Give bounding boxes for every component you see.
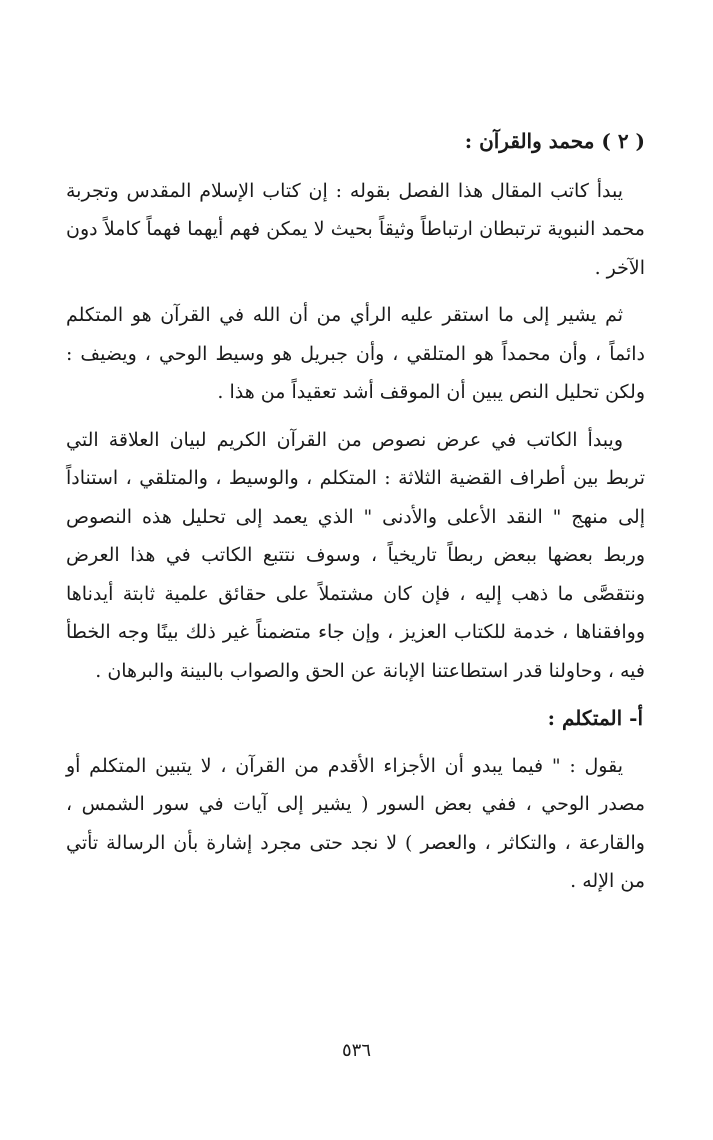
subsection-heading: أ- المتكلم : [547,706,643,730]
paragraph: يقول : " فيما يبدو أن الأجزاء الأقدم من القرآن ، لا يتبين المتكلم أو مصدر الوحي ، ففي بعض السور ( يشير إلى آيات في سور الشمس ، والقارعة ، والتكاثر ، والعصر ) لا نجد حتى مجرد إشارة بأن الرسالة تأتي من الإله . [66,754,645,892]
main-text-block [66,122,645,910]
section-heading: ( ٢ ) محمد والقرآن : [464,129,645,153]
paragraph: يبدأ كاتب المقال هذا الفصل بقوله : إن كتاب الإسلام المقدس وتجربة محمد النبوية ترتبطان ارتباطاً وثيقاً بحيث لا يمكن فهم أيهما فهماً كاملاً دون الآخر . [66,179,645,279]
paragraph: ثم يشير إلى ما استقر عليه الرأي من أن الله في القرآن هو المتكلم دائماً ، وأن محمداً هو المتلقي ، وأن جبريل هو وسيط الوحي ، ويضيف : ولكن تحليل النص يبين أن الموقف أشد تعقيداً من هذا . [66,304,645,403]
paragraph: ويبدأ الكاتب في عرض نصوص من القرآن الكريم لبيان العلاقة التي تربط بين أطراف القضية الثلاثة : المتكلم ، والوسيط ، والمتلقي ، استناداً إلى منهج " النقد الأعلى والأدنى " الذي يعمد إلى تحليل هذه النصوص وربط بعضها ببعض ربطاً تاريخياً ، وسوف نتتبع الكاتب في هذا العرض ونتقصَّى ما ذهب إليه ، فإن كان مشتملاً على حقائق علمية ثابتة أيدناها ووافقناها ، خدمة للكتاب العزيز ، وإن جاء متضمناً غير ذلك بينًا وجه الخطأ فيه ، وحاولنا قدر استطاعتنا الإبانة عن الحق والصواب بالبينة والبرهان . [66,428,645,682]
page-number: ٥٣٦ [341,1040,371,1061]
